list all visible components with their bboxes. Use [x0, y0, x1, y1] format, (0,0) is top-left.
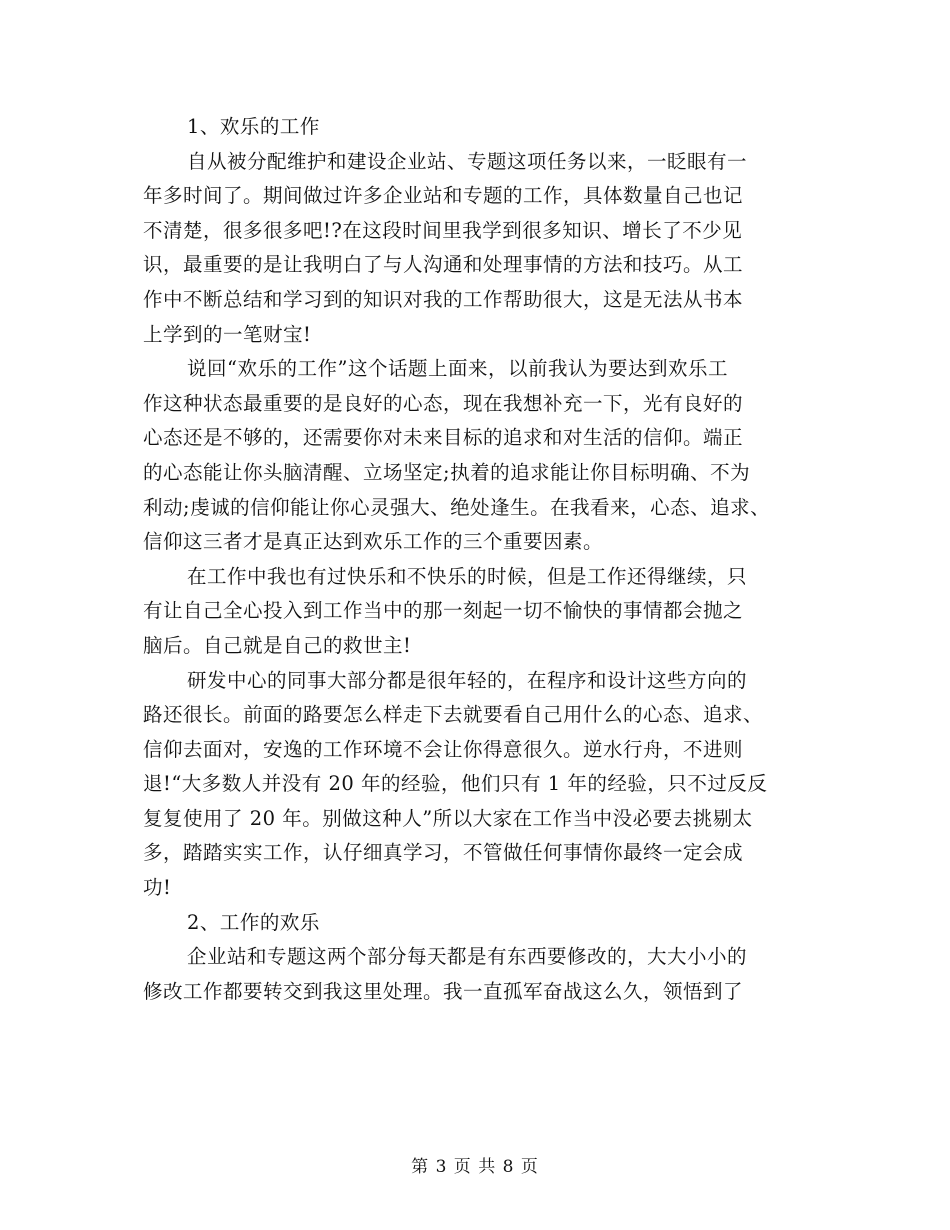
text-line: 上学到的一笔财宝!: [143, 322, 312, 346]
text-line: 多，踏踏实实工作，认仔细真学习，不管做任何事情你最终一定会成: [143, 841, 744, 865]
text-line: 退!“大多数人并没有 20 年的经验，他们只有 1 年的经验，只不过反反: [143, 772, 768, 796]
text-line: 信仰去面对，安逸的工作环境不会让你得意很久。逆水行舟，不进则: [143, 737, 744, 761]
text-line: 说回“欢乐的工作”这个话题上面来，以前我认为要达到欢乐工: [187, 357, 728, 381]
text-line: 脑后。自己就是自己的救世主!: [143, 633, 412, 657]
text-line: 2、工作的欢乐: [187, 910, 320, 934]
text-line: 识，最重要的是让我明白了与人沟通和处理事情的方法和技巧。从工: [143, 253, 744, 277]
text-line: 在工作中我也有过快乐和不快乐的时候，但是工作还得继续，只: [187, 564, 748, 588]
text-line: 有让自己全心投入到工作当中的那一刻起一切不愉快的事情都会抛之: [143, 599, 744, 623]
text-line: 修改工作都要转交到我这里处理。我一直孤军奋战这么久，领悟到了: [143, 979, 744, 1003]
text-line: 年多时间了。期间做过许多企业站和专题的工作，具体数量自己也记: [143, 184, 744, 208]
text-line: 企业站和专题这两个部分每天都是有东西要修改的，大大小小的: [187, 945, 748, 969]
text-line: 不清楚，很多很多吧!?在这段时间里我学到很多知识、增长了不少见: [143, 218, 743, 242]
text-line: 的心态能让你头脑清醒、立场坚定;执着的追求能让你目标明确、不为: [143, 460, 751, 484]
text-line: 研发中心的同事大部分都是很年轻的，在程序和设计这些方向的: [187, 668, 748, 692]
page-footer: 第 3 页 共 8 页: [411, 1157, 539, 1177]
document-body: [143, 110, 823, 1009]
text-line: 自从被分配维护和建设企业站、专题这项任务以来，一眨眼有一: [187, 149, 748, 173]
text-line: 心态还是不够的，还需要你对未来目标的追求和对生活的信仰。端正: [143, 426, 744, 450]
text-line: 复复使用了 20 年。别做这种人”所以大家在工作当中没必要去挑剔太: [143, 806, 753, 830]
text-line: 1、欢乐的工作: [187, 115, 320, 138]
text-line: 路还很长。前面的路要怎么样走下去就要看自己用什么的心态、追求、: [143, 703, 764, 727]
text-line: 作中不断总结和学习到的知识对我的工作帮助很大，这是无法从书本: [143, 287, 744, 311]
text-line: 功!: [143, 876, 172, 900]
text-line: 作这种状态最重要的是良好的心态，现在我想补充一下，光有良好的: [143, 391, 744, 415]
text-line: 信仰这三者才是真正达到欢乐工作的三个重要因素。: [143, 530, 604, 554]
text-line: 利动;虔诚的信仰能让你心灵强大、绝处逢生。在我看来，心态、追求、: [143, 495, 771, 519]
